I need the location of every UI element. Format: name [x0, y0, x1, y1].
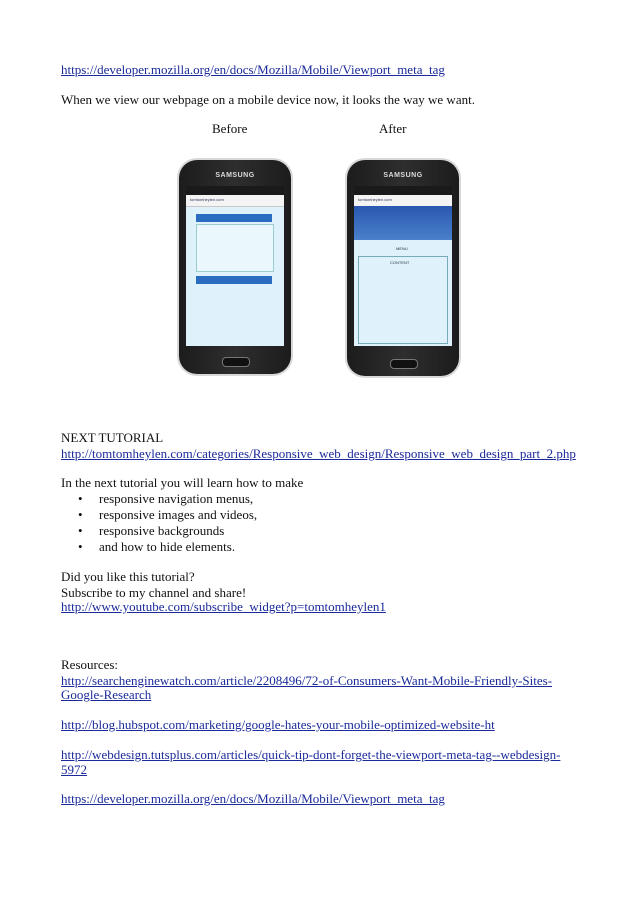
after-caption: After: [379, 121, 407, 136]
resource-link-2[interactable]: http://blog.hubspot.com/marketing/google-hates-your-mobile-optimized-website-ht: [61, 717, 495, 732]
phone-url: tomtomheylen.com: [358, 197, 392, 202]
viewport-link-top[interactable]: https://developer.mozilla.org/en/docs/Mozilla/Mobile/Viewport_meta_tag: [61, 62, 445, 77]
phone-brand-label: SAMSUNG: [383, 172, 423, 179]
resource-link-4[interactable]: https://developer.mozilla.org/en/docs/Mozilla/Mobile/Viewport_meta_tag: [61, 791, 445, 806]
liked-question: Did you like this tutorial?: [61, 569, 195, 584]
before-caption: Before: [212, 121, 248, 136]
intro-text: When we view our webpage on a mobile device now, it looks the way we want.: [61, 92, 475, 107]
phone-url: tomtomheylen.com: [190, 197, 224, 202]
list-item: • responsive navigation menus,: [78, 491, 254, 506]
before-phone-screen: [186, 186, 284, 346]
after-phone-image: [347, 160, 459, 376]
resource-link-1-line-1[interactable]: http://searchenginewatch.com/article/2208496/72-of-Consumers-Want-Mobile-Friendly-Sites-: [61, 673, 553, 688]
resources-heading: Resources:: [61, 657, 119, 672]
before-phone-image: [179, 160, 291, 374]
list-item: • responsive images and videos,: [78, 507, 258, 522]
list-item: • responsive backgrounds: [78, 523, 225, 538]
youtube-link[interactable]: http://www.youtube.com/subscribe_widget?p=tomtomheylen1: [61, 599, 386, 614]
home-button-icon: [222, 357, 250, 367]
learn-intro: In the next tutorial you will learn how to make: [61, 475, 304, 490]
next-tutorial-link[interactable]: http://tomtomheylen.com/categories/Responsive_web_design/Responsive_web_design_part_2.php: [61, 446, 576, 461]
phone-brand-label: SAMSUNG: [215, 172, 255, 179]
subscribe-text: Subscribe to my channel and share!: [61, 585, 247, 600]
after-menu-label: MENU: [396, 246, 408, 251]
list-item: • and how to hide elements.: [78, 539, 236, 554]
home-button-icon: [390, 359, 418, 369]
after-phone-screen: [354, 186, 452, 346]
learn-list: [61, 491, 257, 555]
resource-link-3-line-1[interactable]: http://webdesign.tutsplus.com/articles/quick-tip-dont-forget-the-viewport-meta-tag--webdesign-: [61, 747, 561, 762]
resource-link-3-line-2[interactable]: 5972: [61, 762, 87, 777]
next-tutorial-heading: NEXT TUTORIAL: [61, 430, 164, 445]
after-content-label: CONTENT: [390, 260, 410, 265]
resource-link-1-line-2[interactable]: Google-Research: [61, 687, 152, 702]
